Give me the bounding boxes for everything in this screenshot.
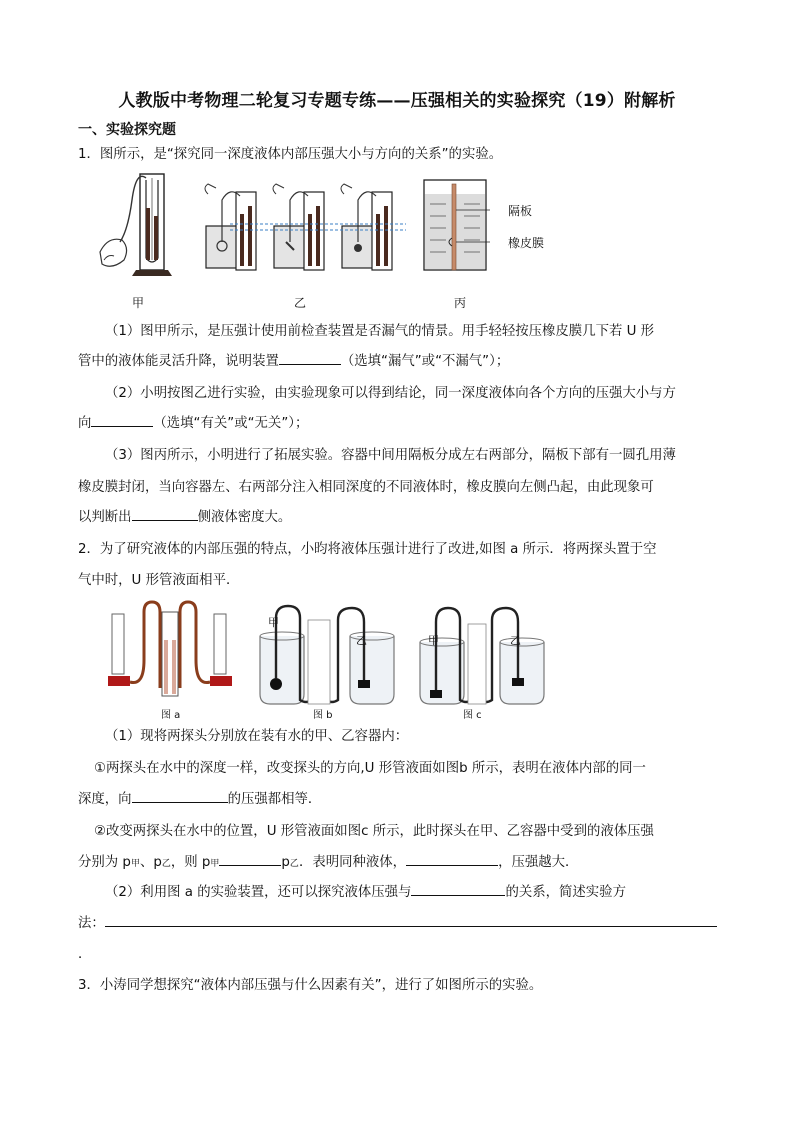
- q2-sub-yi: 乙: [161, 859, 171, 869]
- q2-part2-line1: [78, 878, 720, 908]
- q1-part2-hint: （选填“有关”或“无关”）；: [153, 416, 309, 431]
- q2-part1-i-line1: ①两探头在水中的深度一样，改变探头的方向,U 形管液面如图b 所示，表明在液体内部的同一: [94, 761, 646, 776]
- q1-figure: [90, 170, 560, 282]
- q2-blank-5[interactable]: [105, 911, 717, 927]
- q1-part3-line2: 橡皮膜封闭，当向容器左、右两部分注入相同深度的不同液体时，橡皮膜向左侧凸起，由此现象可: [78, 480, 654, 495]
- section-heading: 一、实验探究题: [78, 122, 176, 138]
- label-partition: 隔板: [508, 204, 533, 218]
- q2-part2-line2: [78, 909, 720, 939]
- q1-part2-line1: （2）小明按图乙进行实验，由实验现象可以得到结论，同一深度液体向各个方向的压强大小与方: [105, 386, 676, 401]
- q1-part2-line2: [78, 409, 720, 439]
- q1-part1-line2: [78, 347, 720, 377]
- q1-part1-text: 管中的液体能灵活升降，说明装置: [78, 354, 279, 369]
- q2-text-f: ，压强越大．: [498, 855, 579, 870]
- q2-part1-i-tail: 的压强都相等．: [227, 792, 322, 807]
- figure-label-yi: 乙: [294, 296, 307, 310]
- figure-label-b: 图 b: [313, 710, 333, 721]
- page-title: 人教版中考物理二轮复习专题专练——压强相关的实验探究（19）附解析: [118, 91, 676, 111]
- q2-period: ．: [78, 947, 92, 962]
- label-membrane: 橡皮膜: [508, 236, 545, 250]
- q2-text-a: 分别为 p: [78, 855, 131, 870]
- figure-label-jia: 甲: [132, 296, 145, 310]
- fig-b-label-jia: 甲: [268, 616, 279, 629]
- q1-part2-text: 向: [78, 416, 92, 431]
- beakers-yi: [205, 184, 406, 270]
- fig-b-label-yi: 乙: [356, 634, 367, 647]
- q1-stem: 1．图所示，是“探究同一深度液体内部压强大小与方向的关系”的实验。: [78, 147, 503, 162]
- q2-sub-jia-2: 甲: [210, 859, 220, 869]
- q2-blank-4[interactable]: [411, 880, 505, 896]
- fig-c-label-jia: 甲: [428, 634, 439, 647]
- probes-in-water-c: [420, 608, 544, 704]
- q1-blank-2[interactable]: [91, 411, 153, 427]
- figure-label-bing: 丙: [454, 296, 467, 310]
- probes-in-water-b: [260, 606, 394, 704]
- q2-text-e: ．表明同种液体，: [298, 855, 407, 870]
- q2-part2-text: （2）利用图 a 的实验装置，还可以探究液体压强与: [105, 885, 412, 900]
- fig-c-label-yi: 乙: [510, 634, 521, 647]
- q2-text-c: ，则 p: [170, 855, 211, 870]
- q2-blank-2[interactable]: [219, 850, 281, 866]
- q1-blank-3[interactable]: [132, 505, 198, 521]
- q2-sub-yi-2: 乙: [289, 859, 299, 869]
- q2-part2-tail: 的关系，简述实验方: [505, 885, 626, 900]
- q2-blank-1[interactable]: [132, 787, 228, 803]
- q2-text-d: p: [281, 855, 290, 870]
- container-bing: [424, 180, 490, 270]
- q2-part1-i-text: 深度，向: [78, 792, 132, 807]
- q2-method-label: 法：: [78, 916, 105, 931]
- q2-stem-line2: 气中时，U 形管液面相平．: [78, 573, 240, 588]
- figure-label-c: 图 c: [463, 710, 482, 721]
- q2-part1-ii-line2: [78, 848, 720, 879]
- q2-text-b: 、p: [139, 855, 162, 870]
- q2-part1-i-line2: [78, 785, 720, 815]
- q1-blank-1[interactable]: [279, 349, 341, 365]
- figure-label-a: 图 a: [161, 710, 181, 721]
- q1-part3-text: 以判断出: [78, 510, 132, 525]
- pressure-gauge-jia: [100, 174, 172, 276]
- modified-gauge-a: [108, 602, 232, 696]
- q2-stem-line1: 2．为了研究液体的内部压强的特点，小昀将液体压强计进行了改进,如图 a 所示．将两探头置于空: [78, 542, 657, 557]
- q1-part3-tail: 侧液体密度大。: [197, 510, 292, 525]
- q1-part3-line1: （3）图丙所示，小明进行了拓展实验。容器中间用隔板分成左右两部分，隔板下部有一圆孔用薄: [105, 448, 676, 463]
- q1-part1-hint: （选填“漏气”或“不漏气”）；: [340, 354, 510, 369]
- q3-stem: 3．小涛同学想探究“液体内部压强与什么因素有关”，进行了如图所示的实验。: [78, 978, 543, 993]
- q1-part1-line1: （1）图甲所示，是压强计使用前检查装置是否漏气的情景。用手轻轻按压橡皮膜几下若 U 形: [105, 324, 655, 339]
- q1-part3-line3: [78, 503, 720, 533]
- q2-part1: （1）现将两探头分别放在装有水的甲、乙容器内：: [105, 729, 409, 744]
- q2-sub-jia: 甲: [130, 859, 140, 869]
- q2-blank-3[interactable]: [406, 850, 498, 866]
- q2-part1-ii-line1: ②改变两探头在水中的位置，U 形管液面如图c 所示，此时探头在甲、乙容器中受到的液体压强: [94, 824, 654, 839]
